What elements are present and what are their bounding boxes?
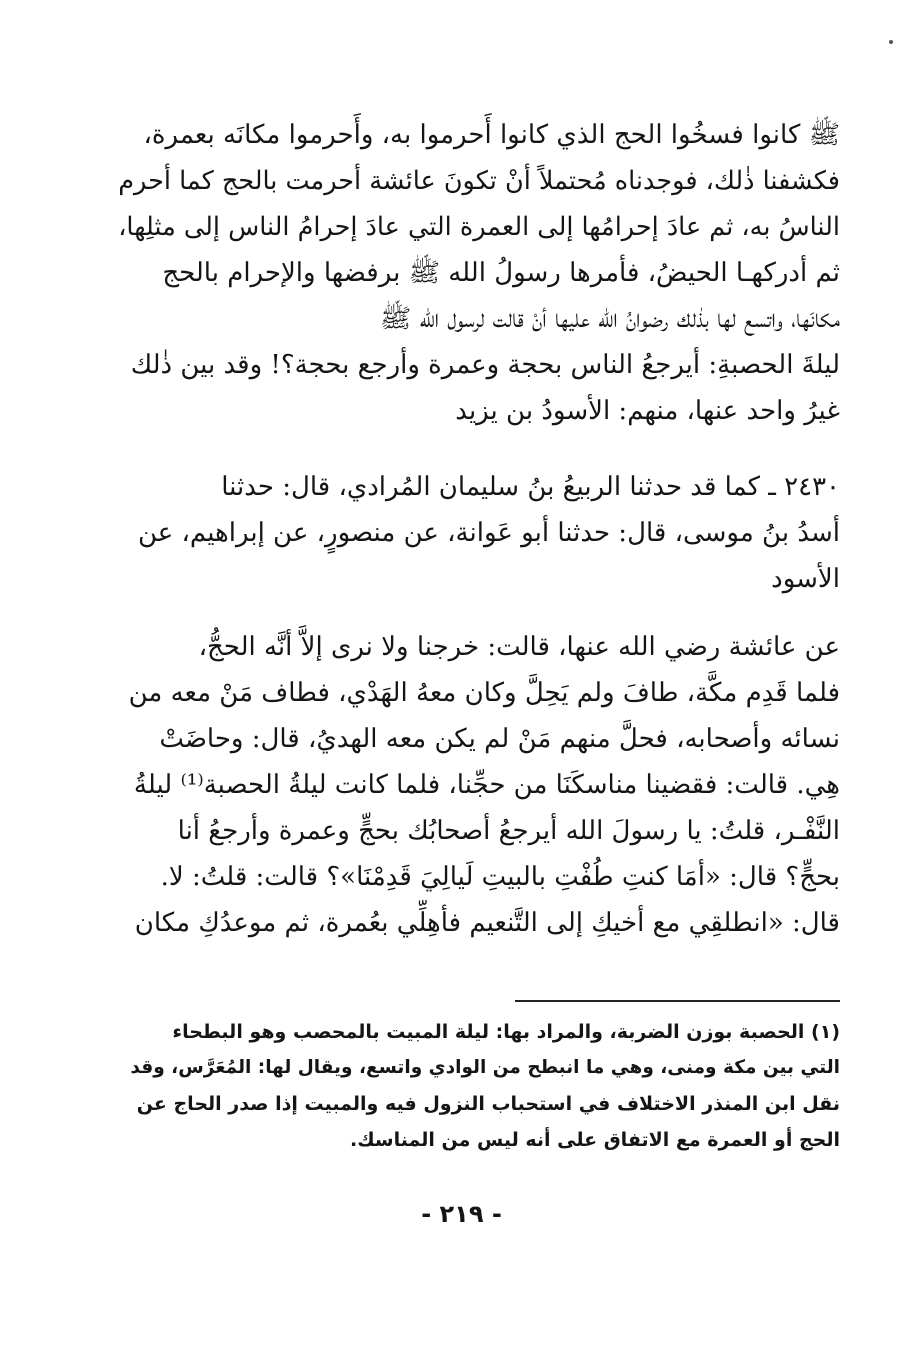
- text-line: فكشفنا ذٰلك، فوجدناه مُحتملاً أنْ تكونَ عائشة أحرمت بالحج كما أحرم: [118, 166, 840, 196]
- text-line: غيرُ واحد عنها، منهم: الأسودُ بن يزيد: [455, 396, 840, 426]
- text-line: قال: «انطلقِي مع أخيكِ إلى التَّنعيم فأهِلِّي بعُمرة، ثم موعدُكِ مكان: [134, 908, 840, 938]
- text-line: ٢٤٣٠ ـ كما قد حدثنا الربيعُ بنُ سليمان المُرادي، قال: حدثنا: [221, 472, 840, 502]
- text-line: نسائه وأصحابه، فحلَّ منهم مَنْ لم يكن معه الهديُ، قال: وحاضَتْ: [159, 724, 840, 754]
- text-line: الناسُ به، ثم عادَ إحرامُها إلى العمرة التي عادَ إحرامُ الناس إلى مثلِها،: [118, 212, 840, 242]
- footnote: [118, 1014, 840, 1158]
- text-line: بحجٍّ؟ قال: «أمَا كنتِ طُفْتِ بالبيتِ لَيالِيَ قَدِمْنَا»؟ قالت: قلتُ: لا.: [160, 862, 840, 892]
- paragraph-continuation: [118, 112, 840, 434]
- text-line: عن عائشة رضي الله عنها، قالت: خرجنا ولا نرى إلاَّ أنَّه الحجُّ،: [198, 632, 840, 662]
- scan-speck: [889, 40, 893, 44]
- text-line: مكانَها، واتسع لها بذٰلك رضوانُ الله عليها أنْ قالت لرسول الله ﷺ: [379, 304, 840, 334]
- text-line: النَّفْـر، قلتُ: يا رسولَ الله أيرجعُ أصحابُك بحجٍّ وعمرة وأرجعُ أنا: [177, 816, 840, 846]
- text-line: ليلةَ الحصبةِ: أيرجعُ الناس بحجة وعمرة وأرجع بحجة؟! وقد بين ذٰلك: [130, 350, 840, 380]
- footnote-line: الحج أو العمرة مع الاتفاق على أنه ليس من المناسك.: [350, 1129, 840, 1151]
- footnote-separator: [515, 1000, 840, 1002]
- footnote-line: نقل ابن المنذر الاختلاف في استحباب النزول فيه والمبيت إذا صدر الحاج عن: [136, 1093, 840, 1115]
- page-number: - ٢١٩ -: [421, 1200, 502, 1228]
- text-line: ثم أدركهـا الحيضُ، فأمرها رسولُ الله ﷺ برفضها والإحرام بالحج: [162, 258, 840, 288]
- footnote-line: التي بين مكة ومنى، وهي ما انبطح من الوادي واتسع، ويقال لها: المُعَرَّس، وقد: [130, 1057, 840, 1078]
- paragraph-hadith-matn: [118, 624, 840, 946]
- text-line: الأسود: [771, 564, 840, 594]
- text-line: ﷺ كانوا فسخُوا الحج الذي كانوا أَحرموا به، وأَحرموا مكانَه بعمرة،: [143, 120, 840, 150]
- text-line: فلما قَدِم مكَّة، طافَ ولم يَحِلَّ وكان معهُ الهَدْي، فطاف مَنْ معه من: [128, 678, 840, 708]
- paragraph-hadith-isnad: [118, 464, 840, 602]
- text-line: أسدُ بنُ موسى، قال: حدثنا أبو عَوانة، عن منصورٍ، عن إبراهيم، عن: [137, 518, 840, 548]
- footnote-line: (١) الحصبة بوزن الضربة، والمراد بها: ليلة المبيت بالمحصب وهو البطحاء: [172, 1021, 840, 1043]
- text-line: هِي. قالت: فقضينا مناسكَنَا من حجِّنا، فلما كانت ليلةُ الحصبة⁽¹⁾ ليلةُ: [133, 770, 840, 800]
